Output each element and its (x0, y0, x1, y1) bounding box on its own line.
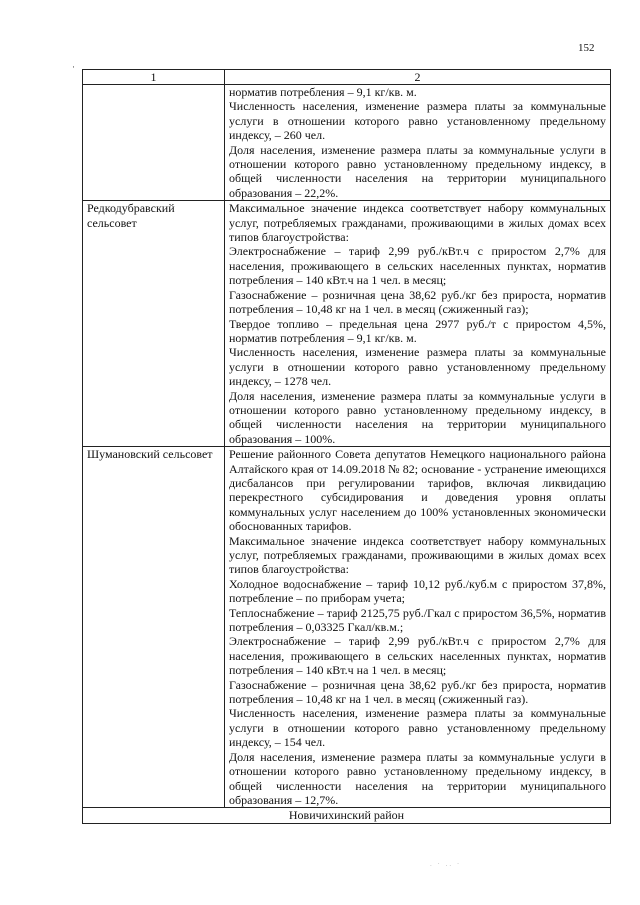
municipality-cell (83, 85, 225, 201)
paragraph: норматив потребления – 9,1 кг/кв. м. (229, 85, 417, 99)
description-cell (225, 201, 611, 447)
paragraph: Численность населения, изменение размера платы за коммунальные услуги в отношении которого равно установленному предельному индексу, – 154 чел. (229, 706, 606, 750)
table-header-row (83, 70, 611, 85)
paragraph: Холодное водоснабжение – тариф 10,12 руб./куб.м с приростом 37,8%, потребление – по приборам учета; (229, 576, 606, 606)
paragraph: Максимальное значение индекса соответствует набору коммунальных услуг, потребляемых гражданами, проживающими в жилых домах всех типов благоустройства: (229, 201, 606, 245)
table-row (83, 447, 611, 808)
paragraph: Электроснабжение – тариф 2,99 руб./кВт.ч с приростом 2,7% для населения, проживающего в сельских населенных пунктах, норматив потребления – 140 кВт.ч на 1 чел. в месяц; (229, 244, 606, 288)
description-cell (225, 447, 611, 808)
paragraph: Доля населения, изменение размера платы за коммунальные услуги в отношении которого равно установленному предельному индексу, в общей численности населения на территории муниципального образования – 22,2%. (229, 142, 606, 200)
district-title: Новичихинский район (83, 808, 611, 823)
paragraph: Численность населения, изменение размера платы за коммунальные услуги в отношении которого равно установленному предельному индексу, – 1278 чел. (229, 345, 606, 389)
district-row (83, 808, 611, 823)
column-header: 2 (225, 70, 611, 85)
table-row (83, 201, 611, 447)
paragraph: Газоснабжение – розничная цена 38,62 руб./кг без прироста, норматив потребления – 10,48 кг на 1 чел. в месяц (сжиженный газ). (229, 677, 606, 707)
paragraph: Электроснабжение – тариф 2,99 руб./кВт.ч с приростом 2,7% для населения, проживающего в сельских населенных пунктах, норматив потребления – 140 кВт.ч на 1 чел. в месяц; (229, 634, 606, 678)
paragraph: Твердое топливо – предельная цена 2977 руб./т с приростом 4,5%, норматив потребления – 9,1 кг/кв. м. (229, 316, 606, 345)
column-header: 1 (83, 70, 225, 85)
scan-mark: · (72, 62, 75, 72)
paragraph: Газоснабжение – розничная цена 38,62 руб./кг без прироста, норматив потребления – 10,48 кг на 1 чел. в месяц (сжиженный газ); (229, 287, 606, 317)
paragraph: Доля населения, изменение размера платы за коммунальные услуги в отношении которого равно установленному предельному индексу, в общей численности населения на территории муниципального образования – 100%. (229, 388, 606, 446)
paragraph: Доля населения, изменение размера платы за коммунальные услуги в отношении которого равно установленному предельному индексу, в общей численности населения на территории муниципального образования – 12,7%. (229, 749, 606, 807)
description-cell (225, 85, 611, 201)
table-row (83, 85, 611, 201)
scan-noise: . · .. · (430, 860, 462, 868)
tariff-table (82, 69, 611, 824)
paragraph: Численность населения, изменение размера платы за коммунальные услуги в отношении которого равно установленному предельному индексу, – 260 чел. (229, 99, 606, 143)
paragraph: Максимальное значение индекса соответствует набору коммунальных услуг, потребляемых гражданами, проживающими в жилых домах всех типов благоустройства: (229, 533, 606, 577)
paragraph: Теплоснабжение – тариф 2125,75 руб./Гкал с приростом 36,5%, норматив потребления – 0,03325 Гкал/кв.м.; (229, 605, 606, 635)
page-number: 152 (578, 42, 595, 54)
paragraph: Решение районного Совета депутатов Немецкого национального района Алтайского края от 14.09.2018 № 82; основание - устранение имеющихся дисбалансов при регулировании тарифов, включая ликвидацию перекрестного субсидирования и доведения уровня оплаты коммунальных услуг населением до 100% установленных экономически обоснованных тарифов. (229, 447, 606, 534)
municipality-cell: Редкодубравский сельсовет (83, 201, 225, 447)
municipality-cell: Шумановский сельсовет (83, 447, 225, 808)
